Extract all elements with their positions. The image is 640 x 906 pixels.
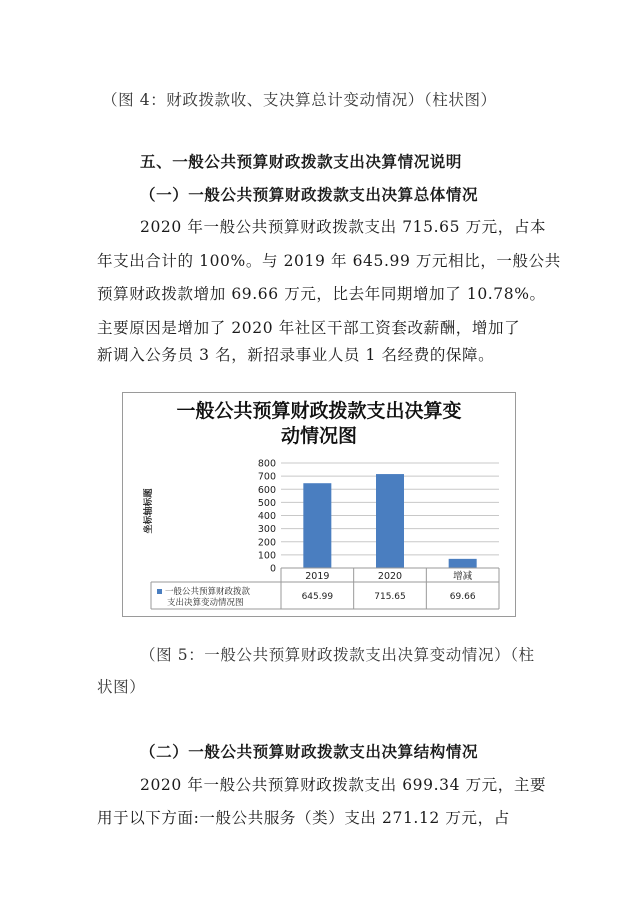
- subsection-heading-1: （一）一般公共预算财政拨款支出决算总体情况: [140, 186, 479, 204]
- y-axis-title: 坐标轴标题: [144, 488, 154, 534]
- y-tick-label: 500: [257, 497, 276, 509]
- data-table-value: 645.99: [301, 592, 334, 602]
- y-tick-label: 400: [257, 511, 276, 522]
- x-tick-label: 2020: [377, 571, 403, 582]
- figure4-caption: （图 4：财政拨款收、支决算总计变动情况）（柱状图）: [102, 91, 497, 109]
- y-tick-label: 0: [269, 563, 276, 575]
- bar: [449, 559, 477, 568]
- legend-label-line-1: 一般公共预算财政拨款: [165, 587, 251, 597]
- bar: [376, 474, 404, 568]
- x-tick-label: 增减: [453, 571, 473, 582]
- section-heading: 五、一般公共预算财政拨款支出决算情况说明: [140, 153, 463, 171]
- paragraph-line: 用于以下方面:一般公共服务（类）支出 271.12 万元，占: [97, 809, 510, 827]
- caption-line: 状图）: [97, 678, 146, 696]
- paragraph-line: 2020 年一般公共预算财政拨款支出 699.34 万元，主要: [140, 776, 547, 794]
- paragraph-line: 新调入公务员 3 名，新招录事业人员 1 名经费的保障。: [97, 346, 495, 364]
- caption-line: （图 5：一般公共预算财政拨款支出决算变动情况）（柱: [140, 646, 535, 664]
- paragraph-line: 预算财政拨款增加 69.66 万元，比去年同期增加了 10.78%。: [97, 285, 546, 303]
- bar: [303, 483, 331, 568]
- data-table-value: 69.66: [449, 592, 476, 602]
- bar-chart: [123, 393, 515, 616]
- y-tick-label: 700: [257, 471, 276, 483]
- paragraph-line: 年支出合计的 100%。与 2019 年 645.99 万元相比，一般公共: [97, 252, 561, 270]
- legend-key: [157, 589, 162, 594]
- paragraph-line: 2020 年一般公共预算财政拨款支出 715.65 万元，占本: [140, 218, 547, 236]
- chart-title-line-2: 动情况图: [280, 425, 357, 447]
- y-tick-label: 200: [257, 537, 276, 549]
- subsection-heading-2: （二）一般公共预算财政拨款支出决算结构情况: [140, 743, 479, 761]
- paragraph-line: 主要原因是增加了 2020 年社区干部工资套改薪酬，增加了: [97, 319, 521, 337]
- chart-frame: [122, 392, 516, 617]
- chart-title-line-1: 一般公共预算财政拨款支出决算变: [176, 400, 462, 422]
- x-tick-label: 2019: [305, 571, 330, 582]
- y-tick-label: 300: [257, 524, 276, 536]
- y-tick-label: 100: [257, 550, 276, 562]
- data-table-value: 715.65: [374, 592, 406, 602]
- y-tick-label: 800: [257, 458, 276, 470]
- legend-label-line-2: 支出决算变动情况图: [167, 598, 244, 608]
- y-tick-label: 600: [257, 484, 276, 496]
